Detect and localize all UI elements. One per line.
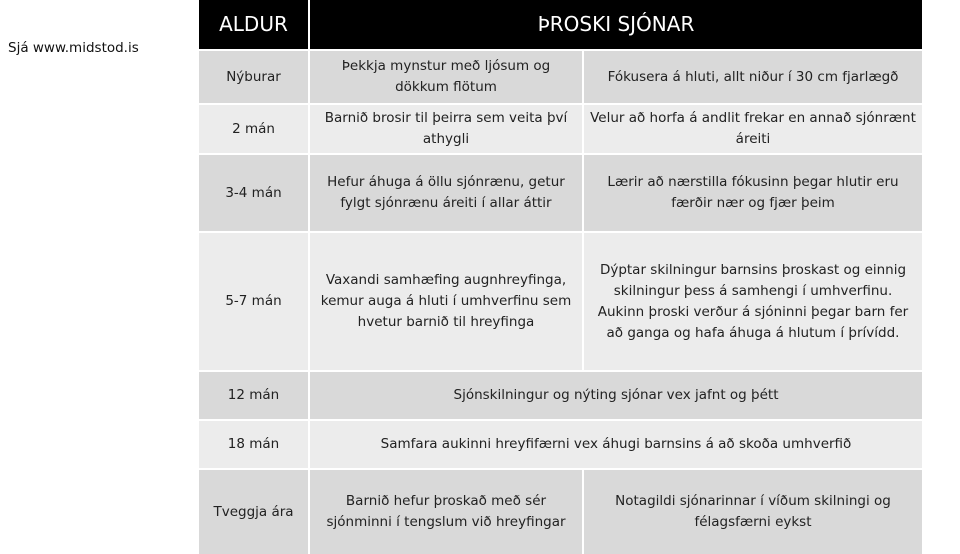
development-cell: Velur að horfa á andlit frekar en annað sjónrænt áreiti [584, 105, 922, 153]
development-cell: Sjónskilningur og nýting sjónar vex jafnt og þétt [310, 372, 922, 419]
age-cell: 12 mán [199, 372, 308, 419]
source-note: Sjá www.midstod.is [8, 40, 139, 56]
age-cell: 5-7 mán [199, 233, 308, 370]
header-development: ÞROSKI SJÓNAR [310, 0, 922, 49]
development-cell: Samfara aukinni hreyfifærni vex áhugi barnsins á að skoða umhverfið [310, 421, 922, 468]
development-cell: Vaxandi samhæfing augnhreyfinga, kemur auga á hluti í umhverfinu sem hvetur barnið til hreyfinga [310, 233, 582, 370]
header-age: ALDUR [199, 0, 308, 49]
development-cell: Dýptar skilningur barnsins þroskast og einnig skilningur þess á samhengi í umhverfinu. Aukinn þroski verður á sjóninni þegar barn fer að ganga og hafa áhuga á hlutum í þrívídd. [584, 233, 922, 370]
age-cell: Nýburar [199, 51, 308, 103]
development-cell: Notagildi sjónarinnar í víðum skilningi og félagsfærni eykst [584, 470, 922, 554]
development-cell: Barnið hefur þroskað með sér sjónminni í tengslum við hreyfingar [310, 470, 582, 554]
development-cell: Hefur áhuga á öllu sjónrænu, getur fylgt sjónrænu áreiti í allar áttir [310, 155, 582, 231]
development-cell: Þekkja mynstur með ljósum og dökkum flötum [310, 51, 582, 103]
age-cell: Tveggja ára [199, 470, 308, 554]
development-cell: Barnið brosir til þeirra sem veita því athygli [310, 105, 582, 153]
vision-development-table [199, 0, 918, 554]
development-cell: Fókusera á hluti, allt niður í 30 cm fjarlægð [584, 51, 922, 103]
age-cell: 18 mán [199, 421, 308, 468]
age-cell: 3-4 mán [199, 155, 308, 231]
development-cell: Lærir að nærstilla fókusinn þegar hlutir eru færðir nær og fjær þeim [584, 155, 922, 231]
age-cell: 2 mán [199, 105, 308, 153]
